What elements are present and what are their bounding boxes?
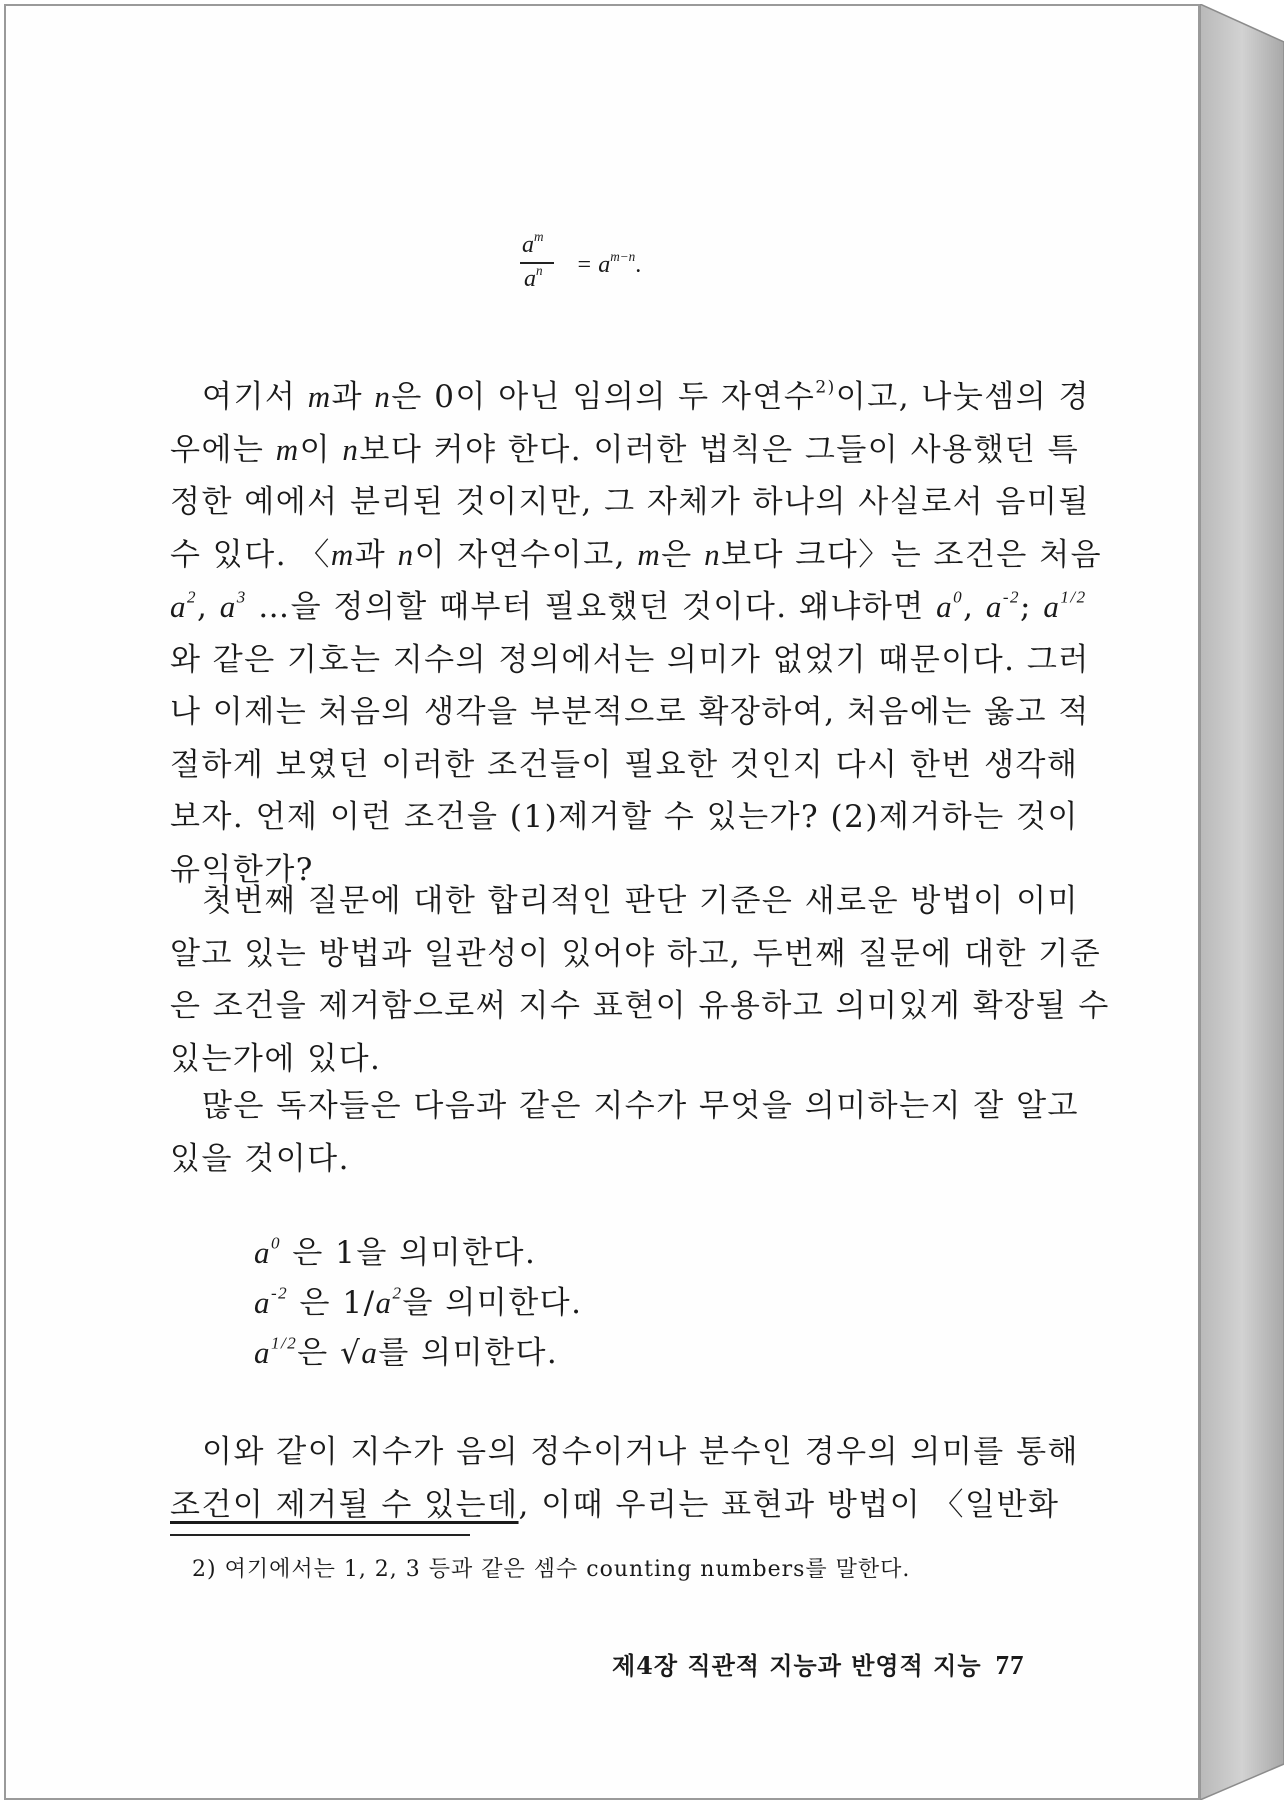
text-line: 정한 예에서 분리된 것이지만, 그 자체가 하나의 사실로서 음미될 [170, 484, 1090, 520]
exponent-meaning-list [254, 1228, 582, 1378]
text-line: 이와 같이 지수가 음의 정수이거나 분수인 경우의 의미를 통해 [202, 1434, 1079, 1470]
footnote: 2) 여기에서는 1, 2, 3 등과 같은 셈수 counting numbers를 말한다. [192, 1557, 911, 1582]
text-line: 첫번째 질문에 대한 합리적인 판단 기준은 새로운 방법이 이미 [202, 883, 1079, 919]
list-item: $a^{-2}$ 은 $1/a^2$을 의미한다. [254, 1283, 583, 1321]
paragraph-4 [170, 1426, 1079, 1531]
underlined-phrase: 조건이 제거될 수 있는데 [170, 1486, 519, 1523]
text-line: 있을 것이다. [170, 1140, 350, 1177]
footnote-ref: 2) [815, 377, 836, 398]
text-line: 수 있다. 〈m과 n이 자연수이고, m은 n보다 크다〉는 조건은 처음 [170, 536, 1103, 573]
paragraph-3 [170, 1080, 1079, 1185]
text-line: 와 같은 기호는 지수의 정의에서는 의미가 없었기 때문이다. 그러 [170, 641, 1090, 678]
list-item: $a^{1/2}$은 √a를 의미한다. [254, 1333, 559, 1371]
formula-numerator: $a^m$ [522, 228, 544, 258]
formula-rhs: = $a^{m-n}$. [576, 248, 642, 278]
exponent-division-formula [518, 228, 678, 302]
formula-denominator: $a^n$ [524, 262, 543, 292]
text-line: 절하게 보였던 이러한 조건들이 필요한 것인지 다시 한번 생각해 [170, 746, 1079, 783]
running-footer [612, 1646, 1025, 1681]
text-line: 우에는 m이 n보다 커야 한다. 이러한 법칙은 그들이 사용했던 특 [170, 431, 1080, 468]
paragraph-2 [170, 875, 1110, 1085]
text-line: 여기서 m과 n은 0이 아닌 임의의 두 자연수$^{2)}$이고, 나눗셈의 경 [202, 377, 1090, 415]
text-line: 조건이 제거될 수 있는데, 이때 우리는 표현과 방법이 〈일반화 [170, 1486, 1060, 1523]
text-line: 나 이제는 처음의 생각을 부분적으로 확장하여, 처음에는 옳고 적 [170, 694, 1090, 730]
page-stack-edge [1200, 4, 1284, 1800]
text-line: 많은 독자들은 다음과 같은 지수가 무엇을 의미하는지 잘 알고 [202, 1088, 1079, 1124]
paragraph-1 [170, 371, 1103, 896]
page-number: 77 [995, 1650, 1025, 1680]
text-line: 은 조건을 제거함으로써 지수 표현이 유용하고 의미있게 확장될 수 [170, 988, 1110, 1024]
text-line: 유익한가? [170, 851, 314, 888]
text-line: $a^2$, $a^3$ …을 정의할 때부터 필요했던 것이다. 왜냐하면 $a^0$, $a^{-2}$; $a^{1/2}$ [170, 587, 1087, 625]
footnote-divider [170, 1534, 470, 1536]
list-item: $a^0$ 은 1을 의미한다. [254, 1233, 537, 1271]
text-line: 있는가에 있다. [170, 1040, 382, 1077]
text-line: 보자. 언제 이런 조건을 (1)제거할 수 있는가? (2)제거하는 것이 [170, 799, 1079, 835]
chapter-title: 제4장 직관적 지능과 반영적 지능 [612, 1651, 982, 1680]
text-line: 알고 있는 방법과 일관성이 있어야 하고, 두번째 질문에 대한 기준 [170, 935, 1102, 972]
